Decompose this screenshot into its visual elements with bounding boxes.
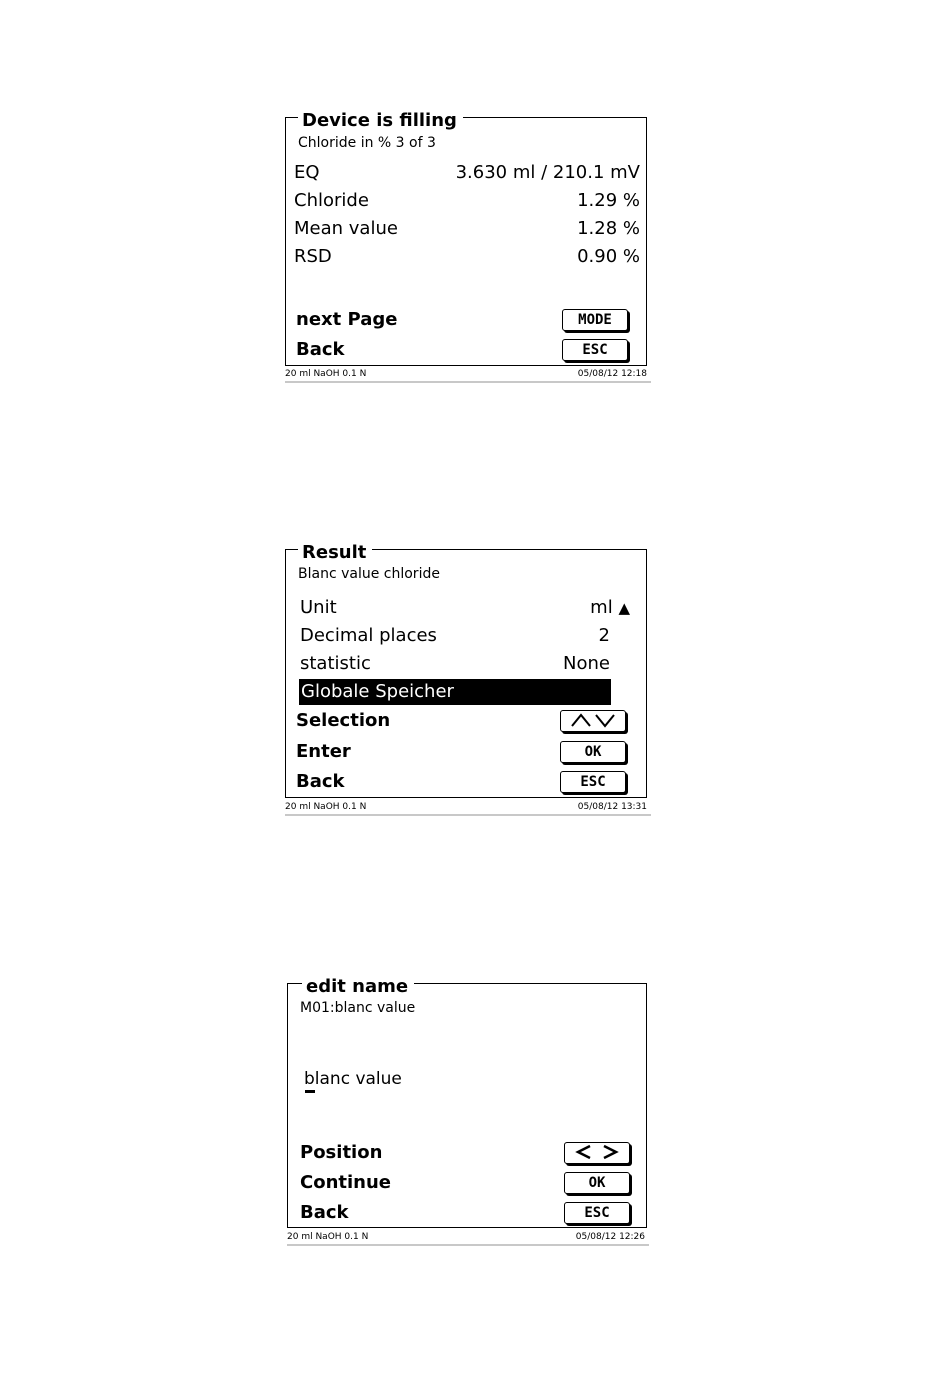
result-row-chloride bbox=[294, 189, 640, 213]
key-row-enter bbox=[296, 739, 636, 765]
date-time: 05/08/12 12:18 bbox=[577, 369, 647, 379]
key-label: Back bbox=[296, 339, 345, 360]
row-label: Chloride bbox=[294, 190, 369, 211]
up-down-arrow-key-button[interactable] bbox=[560, 710, 626, 732]
dialog-title: Device is filling bbox=[298, 112, 463, 130]
dialog-subtitle: Blanc value chloride bbox=[298, 566, 440, 582]
key-row-position bbox=[300, 1140, 640, 1166]
setting-row-unit[interactable] bbox=[300, 596, 630, 620]
up-down-chevron-icon bbox=[566, 711, 620, 729]
left-right-chevron-icon bbox=[570, 1143, 624, 1161]
key-label: Back bbox=[300, 1202, 349, 1223]
status-bar bbox=[285, 800, 651, 816]
row-value bbox=[590, 596, 630, 620]
esc-key-button[interactable]: ESC bbox=[564, 1202, 630, 1224]
result-row-mean-value bbox=[294, 217, 640, 241]
row-label: Unit bbox=[300, 597, 337, 618]
row-label: statistic bbox=[300, 653, 371, 674]
key-row-back bbox=[296, 769, 636, 795]
dialog-frame bbox=[287, 976, 647, 1228]
dialog-title: Result bbox=[298, 544, 372, 562]
dialog-subtitle: M01:blanc value bbox=[300, 1000, 416, 1016]
unit-value: ml bbox=[590, 597, 613, 618]
result-row-rsd bbox=[294, 245, 640, 269]
dialog-title: edit name bbox=[302, 978, 414, 996]
key-row-next-page bbox=[296, 307, 636, 333]
key-row-back bbox=[296, 337, 636, 363]
mode-key-button[interactable]: MODE bbox=[562, 309, 628, 331]
esc-key-button[interactable]: ESC bbox=[560, 771, 626, 793]
key-label: Continue bbox=[300, 1172, 392, 1193]
row-label: Mean value bbox=[294, 218, 398, 239]
selected-item-globale-speicher[interactable]: Globale Speicher bbox=[299, 679, 611, 705]
status-bar bbox=[285, 367, 651, 383]
row-value: 1.29 % bbox=[577, 190, 640, 211]
result-row-eq bbox=[294, 161, 640, 185]
key-row-continue bbox=[300, 1170, 640, 1196]
key-label: Enter bbox=[296, 741, 351, 762]
date-time: 05/08/12 12:26 bbox=[575, 1232, 645, 1242]
setting-row-decimal-places[interactable] bbox=[300, 624, 610, 648]
key-label: Position bbox=[300, 1142, 383, 1163]
row-label: RSD bbox=[294, 246, 332, 267]
status-bar bbox=[287, 1230, 649, 1246]
row-label: Decimal places bbox=[300, 625, 437, 646]
titrant-info: 20 ml NaOH 0.1 N bbox=[287, 1232, 369, 1242]
key-row-back bbox=[300, 1200, 640, 1226]
dialog-frame bbox=[285, 542, 647, 798]
esc-key-button[interactable]: ESC bbox=[562, 339, 628, 361]
scroll-up-arrow-icon: ▲ bbox=[618, 599, 630, 617]
row-label: EQ bbox=[294, 162, 320, 183]
key-label: Selection bbox=[296, 710, 391, 731]
setting-row-statistic[interactable] bbox=[300, 652, 610, 676]
dialog-frame bbox=[285, 110, 647, 366]
row-value: None bbox=[563, 653, 610, 674]
text-cursor bbox=[305, 1090, 315, 1093]
titrant-info: 20 ml NaOH 0.1 N bbox=[285, 802, 367, 812]
titrant-info: 20 ml NaOH 0.1 N bbox=[285, 369, 367, 379]
name-edit-field[interactable]: blanc value bbox=[304, 1069, 402, 1089]
left-right-arrow-key-button[interactable] bbox=[564, 1142, 630, 1164]
row-value: 2 bbox=[598, 625, 610, 646]
row-value: 1.28 % bbox=[577, 218, 640, 239]
ok-key-button[interactable]: OK bbox=[560, 741, 626, 763]
dialog-subtitle: Chloride in % 3 of 3 bbox=[298, 135, 436, 151]
row-value: 0.90 % bbox=[577, 246, 640, 267]
row-value: 3.630 ml / 210.1 mV bbox=[455, 162, 640, 183]
key-row-selection bbox=[296, 708, 636, 734]
date-time: 05/08/12 13:31 bbox=[577, 802, 647, 812]
key-label: next Page bbox=[296, 309, 398, 330]
key-label: Back bbox=[296, 771, 345, 792]
ok-key-button[interactable]: OK bbox=[564, 1172, 630, 1194]
